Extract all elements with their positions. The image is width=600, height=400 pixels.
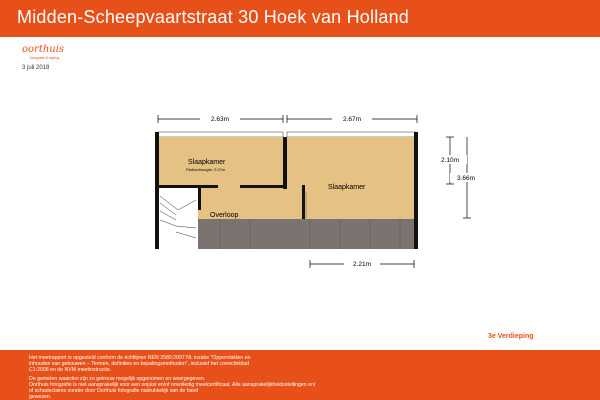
header-bar [0,0,600,37]
footer-line: C1:2008 en de NVM meetinstructie. [29,367,112,373]
logo-tagline: fotografie & styling [30,56,59,60]
room-right-floor [287,137,416,219]
floor-label: 3e Verdieping [488,333,534,340]
footer-line: Oorthuis fotografie is niet aansprakelijk voor een onjuist en/of onvolledig meetcertificaat. Alle aansprakelijkheidsstellingen en/ [29,382,316,388]
footer-line: Het meetrapport is opgesteld conform de richtlijnen NEN 2580:2007 NL inzake "Oppervlakten en [29,355,251,361]
dim-bottom-label: 2.21m [352,261,372,268]
dim-top-right-label: 2.67m [342,116,362,123]
room-right-label: Slaapkamer [328,184,366,191]
logo [22,44,65,60]
window-left [158,132,283,137]
dim-height-inner-label: 2.10m [440,157,460,164]
window-right [287,132,416,137]
room-left-label: Slaapkamer [188,159,226,166]
logo-name: oorthuis [22,44,65,55]
footer-line: De gemeten waarden zijn zo getrouw mogelijk opgenomen en weergegeven. [29,376,206,382]
footer-line: inhouden van gebouwen – Termen, definities en bepalingsmethoden", inclusief het correctieblad [29,361,250,367]
date-label: 3 juli 2018 [22,65,50,71]
floor-plan [130,100,480,280]
landing-label: Overloop [210,212,239,219]
footer-line: of schadeclaims zonder door Oorthuis fotografie nadrukkelijk van de hand [29,388,199,394]
page-title: Midden-Scheepvaartstraat 30 Hoek van Holland [17,7,410,27]
dim-top-left-label: 2.63m [210,116,230,123]
room-left-note: Plafondhoogte: 2.07m [186,167,226,172]
stair-well [158,188,198,249]
footer-disclaimer [0,350,600,400]
dim-height-total-label: 3.66m [456,175,476,182]
footer-line: gewezen. [29,394,52,400]
